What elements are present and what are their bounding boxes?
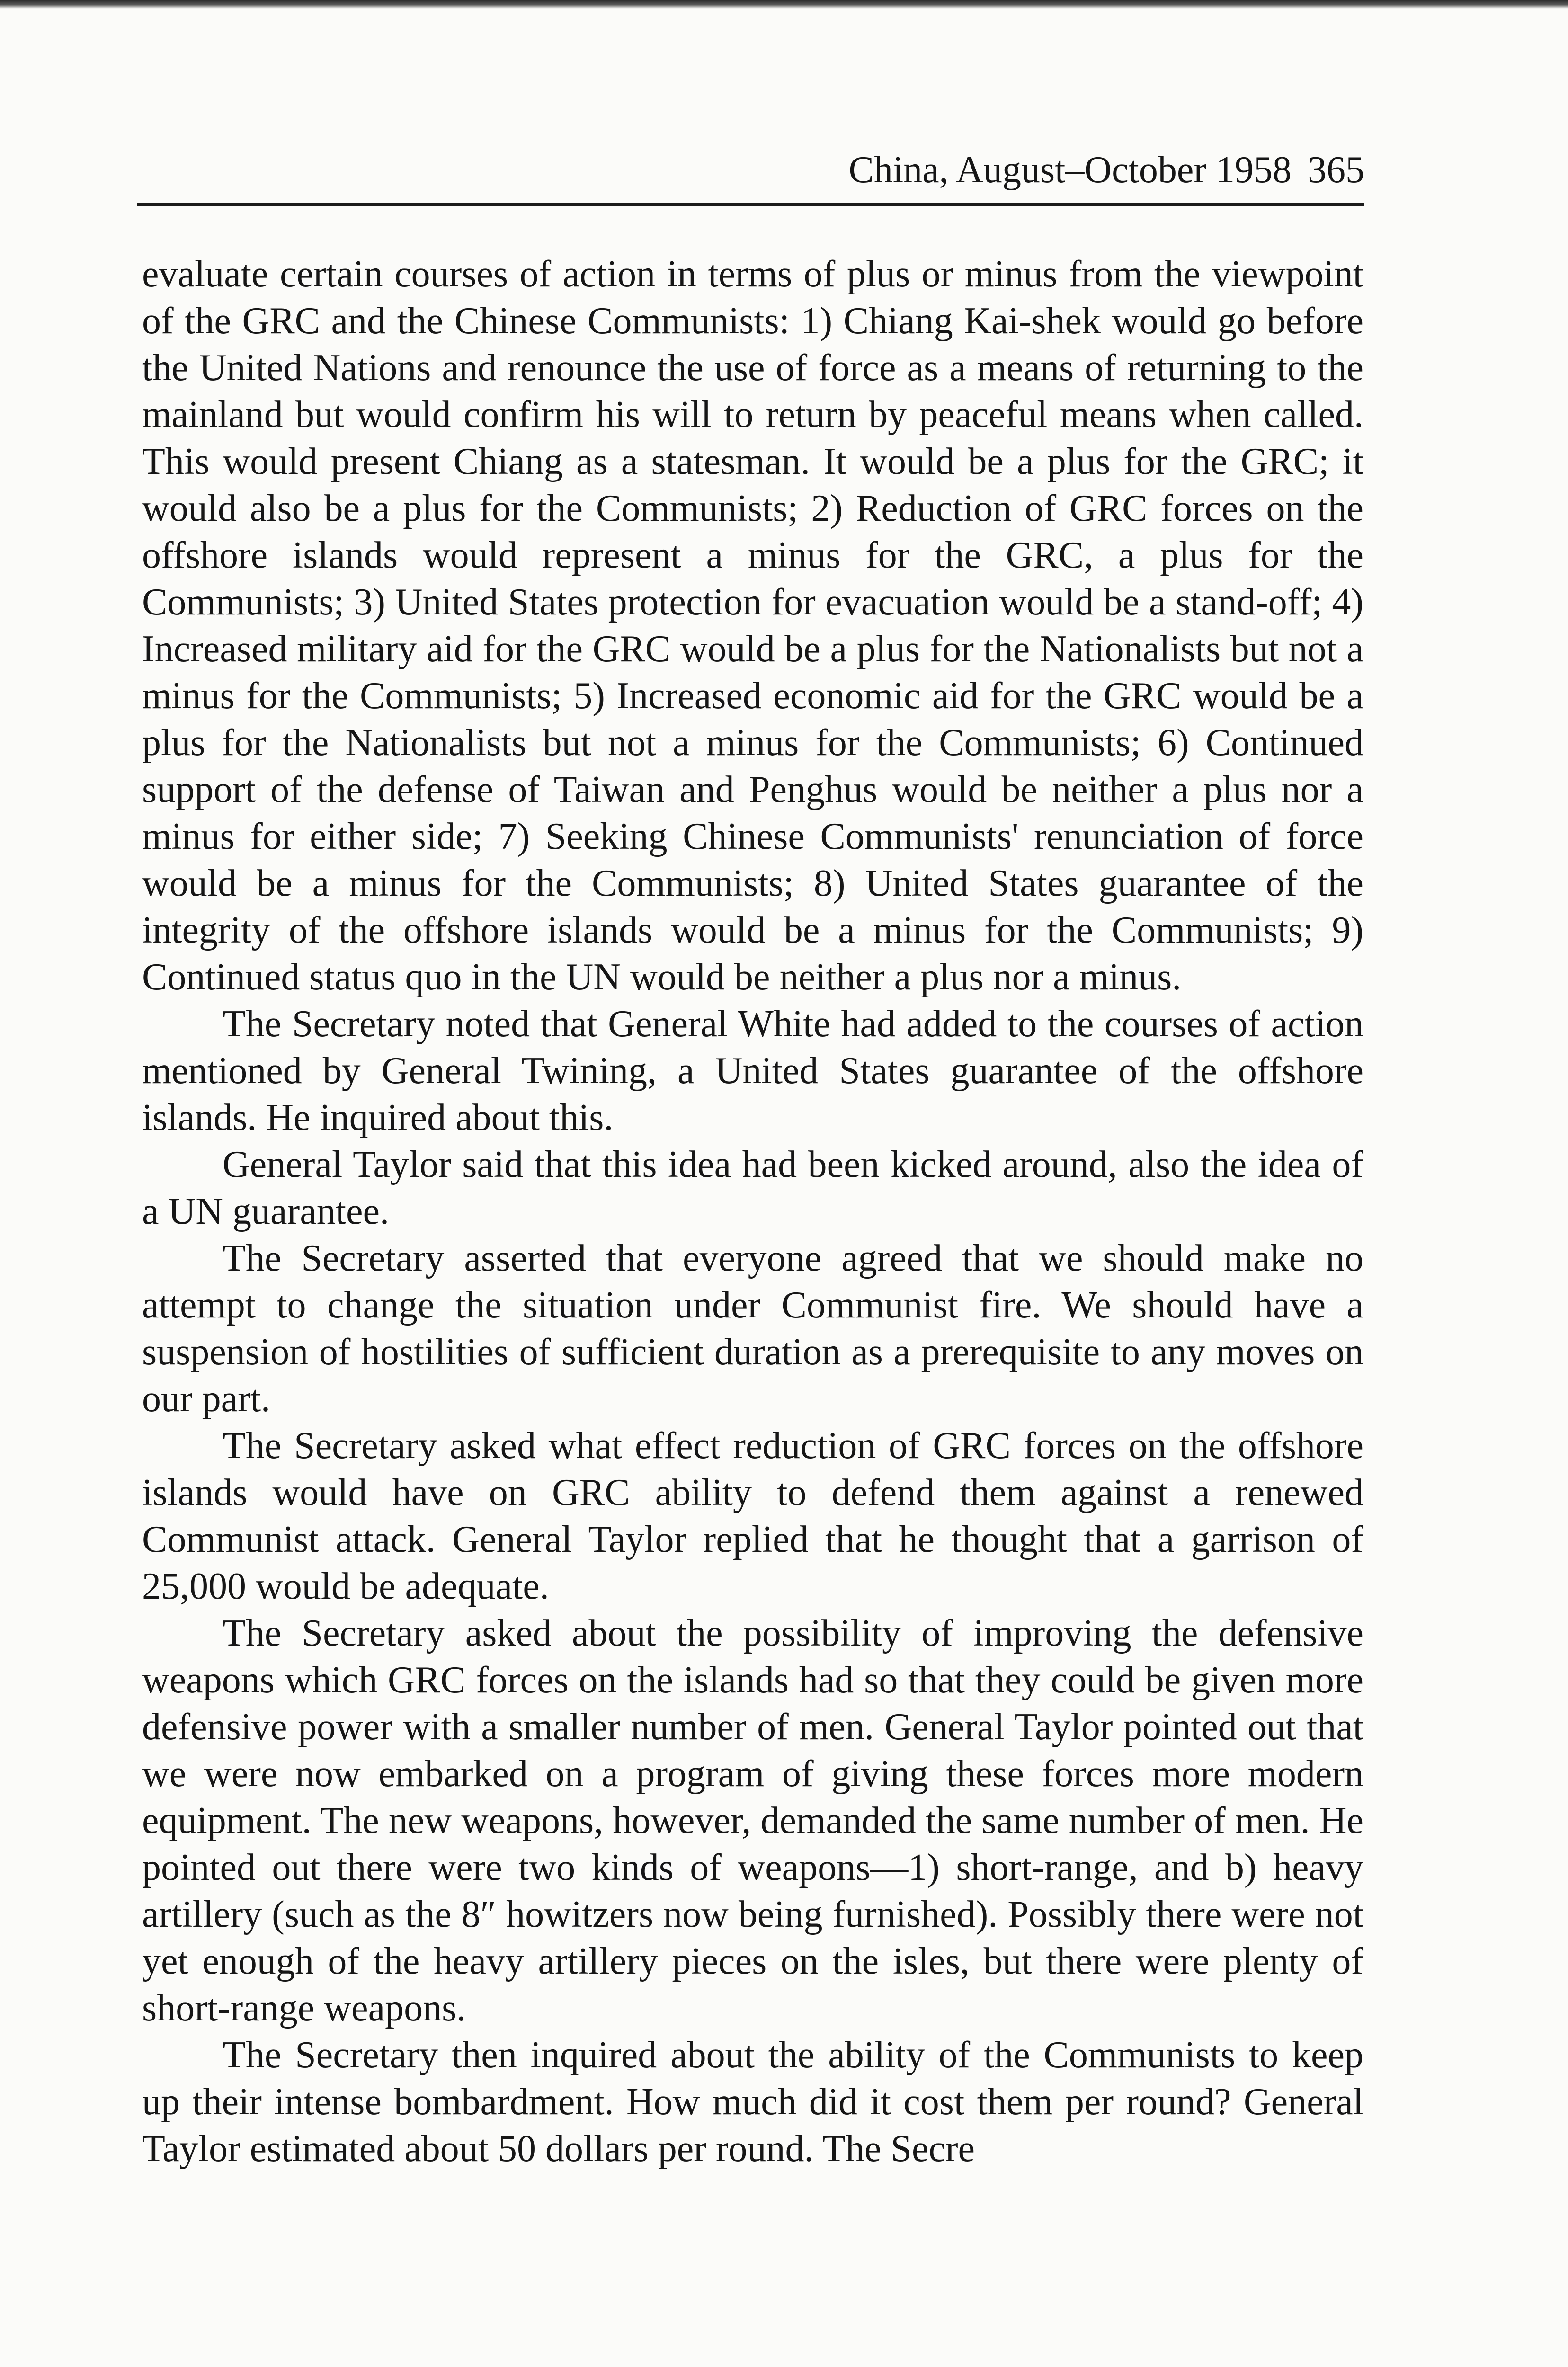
scan-top-edge <box>0 0 1568 9</box>
body-text <box>142 251 1363 2172</box>
paragraph: The Secretary asked what effect reduction of GRC forces on the offshore islands would have on GRC ability to defend them against a renewed Communist attack. General Taylor replied that he thought that a garrison of 25,000 would be adequate. <box>142 1425 1363 1607</box>
running-title: China, August–October 1958 <box>848 149 1292 191</box>
paragraph: The Secretary asserted that everyone agreed that we should make no attempt to change the situation under Communist fire. We should have a suspension of hostilities of sufficient duration as a prerequisite to any moves on our part. <box>142 1237 1363 1420</box>
paragraph-continued: evaluate certain courses of action in terms of plus or minus from the viewpoint of the GRC and the Chinese Communists: 1) Chiang Kai-shek would go before the United Nations and renounce the use of force as a means of returning to the mainland but would confirm his will to return by peaceful means when called. This would present Chiang as a statesman. It would be a plus for the GRC; it would also be a plus for the Communists; 2) Reduction of GRC forces on the offshore islands would represent a minus for the GRC, a plus for the Communists; 3) United States protection for evacuation would be a stand-off; 4) Increased military aid for the GRC would be a plus for the Nationalists but not a minus for the Communists; 5) Increased economic aid for the GRC would be a plus for the Nationalists but not a minus for the Communists; 6) Continued support of the defense of Taiwan and Penghus would be neither a plus nor a minus for either side; 7) Seeking Chinese Communists' renunciation of force would be a minus for the Communists; 8) United States guarantee of the integrity of the offshore islands would be a minus for the Communists; 9) Continued status quo in the UN would be neither a plus nor a minus. <box>142 253 1363 998</box>
running-head <box>137 142 1364 198</box>
paragraph: The Secretary noted that General White had added to the courses of action mentioned by General Twining, a United States guarantee of the offshore islands. He inquired about this. <box>142 1003 1363 1139</box>
paragraph: The Secretary asked about the possibility of improving the defensive weapons which GRC forces on the islands had so that they could be given more defensive power with a smaller number of men. General Taylor pointed out that we were now embarked on a program of giving these forces more modern equipment. The new weapons, however, demanded the same number of men. He pointed out there were two kinds of weapons—1) short-range, and b) heavy artillery (such as the 8″ howitzers now being furnished). Possibly there were not yet enough of the heavy artillery pieces on the isles, but there were plenty of short-range weapons. <box>142 1612 1363 2029</box>
header-rule <box>137 203 1364 206</box>
page-number: 365 <box>1308 149 1364 191</box>
paragraph: General Taylor said that this idea had been kicked around, also the idea of a UN guarantee. <box>142 1144 1363 1232</box>
paragraph: The Secretary then inquired about the ability of the Communists to keep up their intense bombardment. How much did it cost them per round? General Taylor estimated about 50 dollars per round. The Secre <box>142 2034 1363 2170</box>
